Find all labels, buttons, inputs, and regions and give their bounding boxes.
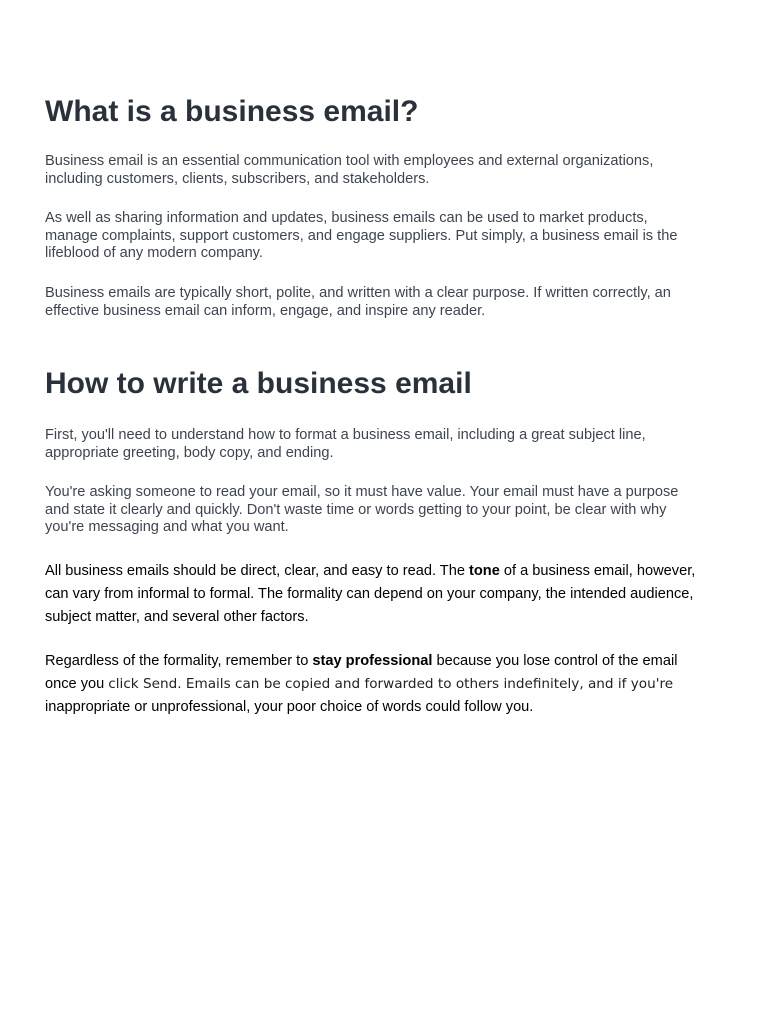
paragraph-line: manage complaints, support customers, and engage suppliers. Put simply, a business email is the: [45, 227, 678, 244]
paragraph-line: effective business email can inform, engage, and inspire any reader.: [45, 302, 486, 319]
paragraph-professional: [45, 650, 725, 719]
text-run: All business emails should be direct, clear, and easy to read. The: [45, 563, 469, 579]
paragraph-line: First, you'll need to understand how to format a business email, including a great subject line,: [45, 427, 646, 443]
paragraph-line: [45, 650, 725, 673]
paragraph-line: You're asking someone to read your email, so it must have value. Your email must have a purpose: [45, 484, 679, 500]
text-run-alt-font: click Send. Emails can be copied and forwarded to others indefinitely, and if you're: [108, 676, 674, 692]
paragraph-uses: [45, 210, 725, 263]
paragraph-line: lifeblood of any modern company.: [45, 245, 263, 262]
paragraph-line: inappropriate or unprofessional, your poor choice of words could follow you.: [45, 699, 534, 715]
paragraph-line: including customers, clients, subscribers, and stakeholders.: [45, 170, 430, 187]
bold-term-tone: tone: [469, 563, 500, 579]
paragraph-intro: [45, 153, 725, 188]
paragraph-line: subject matter, and several other factors.: [45, 609, 309, 625]
paragraph-line: and state it clearly and quickly. Don't waste time or words getting to your point, be clear with why: [45, 501, 667, 518]
paragraph-line: you're messaging and what you want.: [45, 519, 289, 536]
bold-term-stay-professional: stay professional: [312, 653, 433, 669]
text-run: once you: [45, 676, 109, 692]
paragraph-tone: [45, 560, 725, 629]
text-run: because you lose control of the email: [432, 653, 678, 669]
paragraph-line: Business email is an essential communication tool with employees and external organizations,: [45, 153, 654, 169]
paragraph-characteristics: [45, 285, 725, 320]
paragraph-line: [45, 673, 725, 696]
text-run: of a business email, however,: [499, 563, 696, 579]
heading-what-is-business-email: What is a business email?: [45, 95, 419, 128]
paragraph-format: [45, 427, 725, 462]
paragraph-line: Business emails are typically short, polite, and written with a clear purpose. If written correctly, an: [45, 285, 671, 301]
paragraph-value: [45, 484, 725, 537]
paragraph-line: [45, 560, 725, 583]
paragraph-line: can vary from informal to formal. The formality can depend on your company, the intended audience,: [45, 586, 694, 602]
paragraph-line: appropriate greeting, body copy, and ending.: [45, 444, 334, 461]
paragraph-line: As well as sharing information and updates, business emails can be used to market products,: [45, 210, 648, 226]
text-run: Regardless of the formality, remember to: [45, 653, 313, 669]
heading-how-to-write: How to write a business email: [45, 367, 472, 400]
